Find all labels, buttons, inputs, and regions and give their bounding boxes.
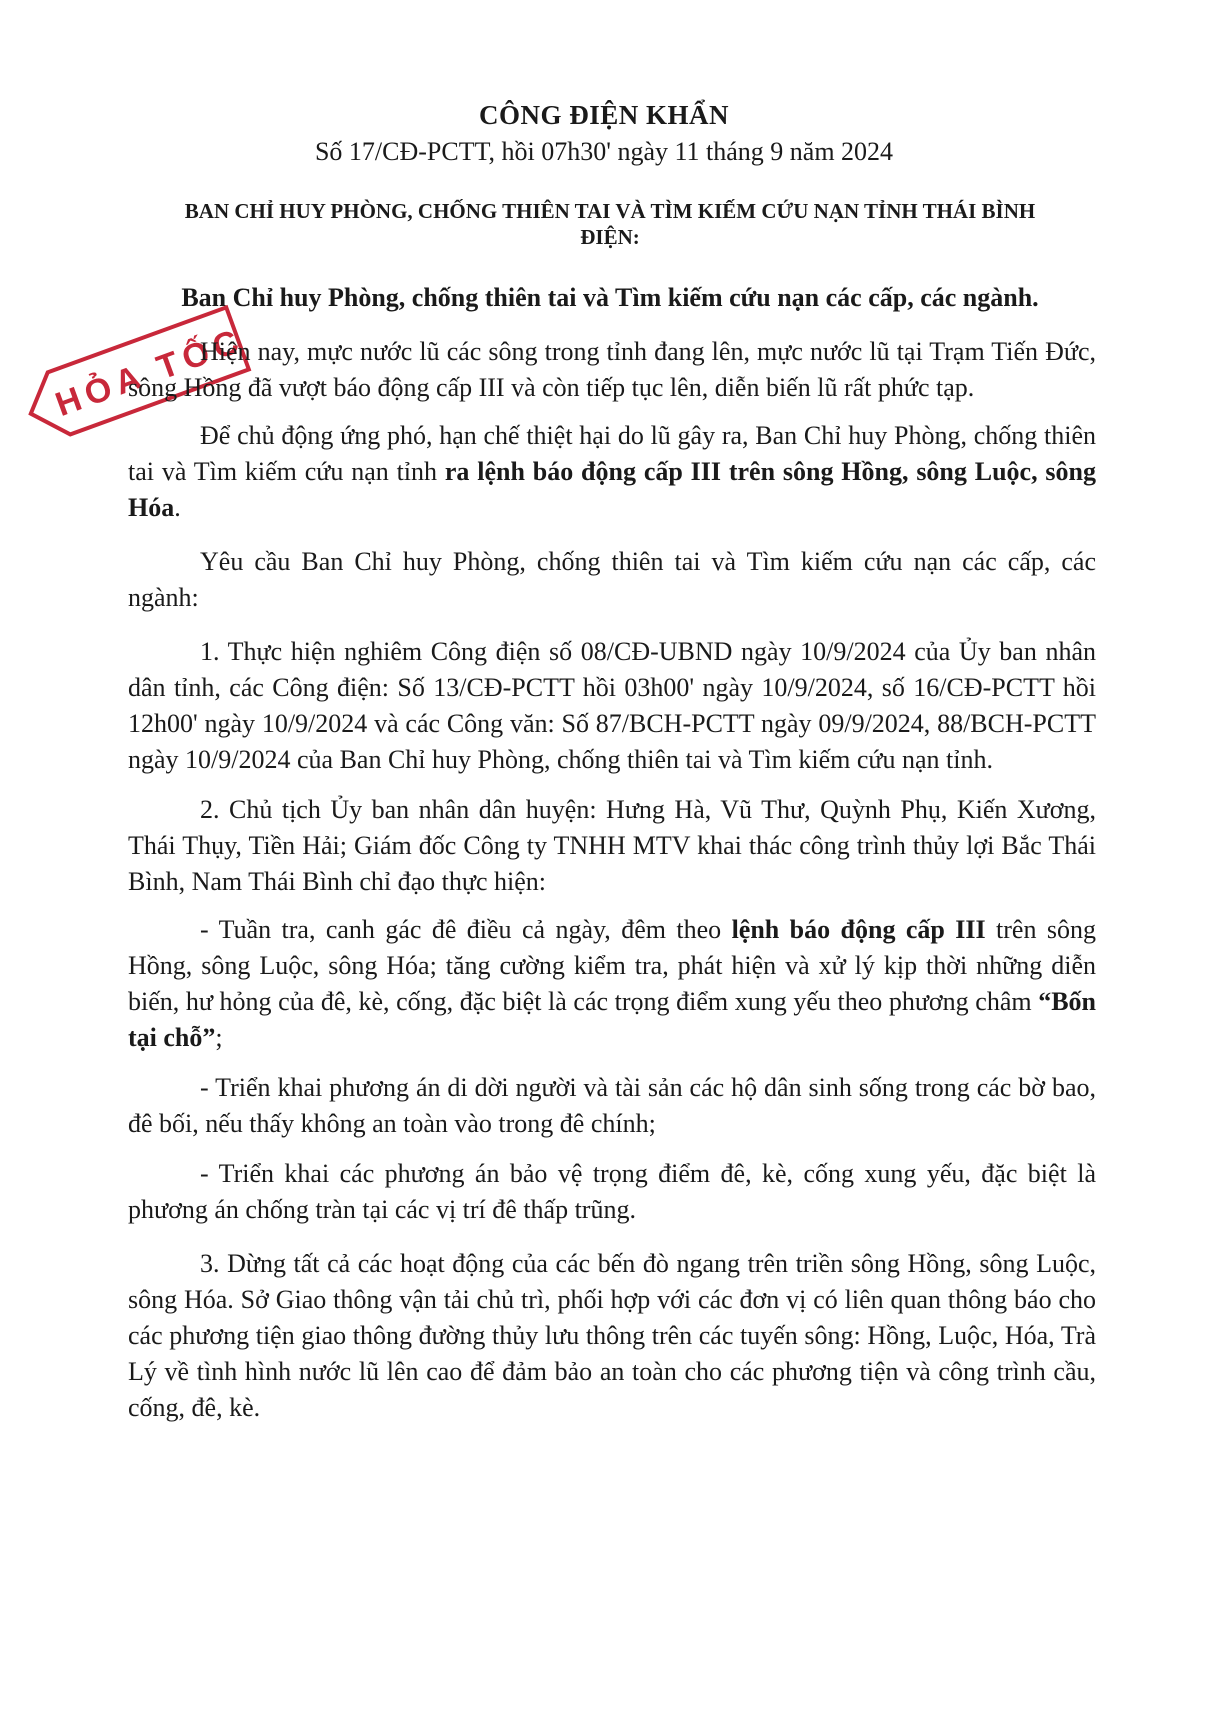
issuer-name: BAN CHỈ HUY PHÒNG, CHỐNG THIÊN TAI VÀ TÌM KIẾM CỨU NẠN TỈNH THÁI BÌNH <box>184 199 1036 223</box>
paragraph-request: Yêu cầu Ban Chỉ huy Phòng, chống thiên tai và Tìm kiếm cứu nạn các cấp, các ngành: <box>128 547 1096 612</box>
paragraph-situation: Hiện nay, mực nước lũ các sông trong tỉnh đang lên, mực nước lũ tại Trạm Tiến Đức, sông Hồng đã vượt báo động cấp III và còn tiếp tục lên, diễn biến lũ rất phức tạp. <box>128 337 1096 402</box>
patrol-text-end: ; <box>215 1023 223 1052</box>
recipient-line: Ban Chỉ huy Phòng, chống thiên tai và Tìm kiếm cứu nạn các cấp, các ngành. <box>181 283 1039 312</box>
paragraph-patrol <box>128 912 1096 1056</box>
paragraph-protection: - Triển khai các phương án bảo vệ trọng điểm đê, kè, cống xung yếu, đặc biệt là phương án chống tràn tại các vị trí đê thấp trũng. <box>128 1159 1096 1224</box>
document-title: CÔNG ĐIỆN KHẨN <box>478 100 729 130</box>
paragraph-item-2: 2. Chủ tịch Ủy ban nhân dân huyện: Hưng Hà, Vũ Thư, Quỳnh Phụ, Kiến Xương, Thái Thụy, Tiền Hải; Giám đốc Công ty TNHH MTV khai thác công trình thủy lợi Bắc Thái Bình, Nam Thái Bình chỉ đạo thực hiện: <box>128 795 1096 896</box>
stamp-text: HỎA TỐC <box>50 320 250 425</box>
motto-highlight: “Bốn tại chỗ” <box>128 987 1096 1052</box>
patrol-text-a: - Tuần tra, canh gác đê điều cả ngày, đêm theo <box>200 915 732 944</box>
patrol-text-b: trên sông Hồng, sông Luộc, sông Hóa; tăng cường kiểm tra, phát hiện và xử lý kịp thời những diễn biến, hư hỏng của đê, kè, cống, đặc biệt là các trọng điểm xung yếu theo phương châm <box>128 915 1096 1016</box>
issuer-label: ĐIỆN: <box>580 225 640 249</box>
issuing-authority <box>130 198 1090 250</box>
document-body <box>128 334 1096 1426</box>
paragraph-alarm-order <box>128 418 1096 526</box>
document-number: Số 17/CĐ-PCTT, hồi 07h30' ngày 11 tháng 9 năm 2024 <box>314 137 894 166</box>
order-highlight: ra lệnh báo động cấp III trên sông Hồng, sông Luộc, sông Hóa <box>128 457 1096 522</box>
order-intro: Để chủ động ứng phó, hạn chế thiệt hại do lũ gây ra, Ban Chỉ huy Phòng, chống thiên tai và Tìm kiếm cứu nạn tỉnh <box>128 421 1096 486</box>
paragraph-item-1: 1. Thực hiện nghiêm Công điện số 08/CĐ-UBND ngày 10/9/2024 của Ủy ban nhân dân tỉnh, các Công điện: Số 13/CĐ-PCTT hồi 03h00' ngày 10/9/2024, số 16/CĐ-PCTT hồi 12h00' ngày 10/9/2024 và các Công văn: Số 87/BCH-PCTT ngày 09/9/2024, 88/BCH-PCTT ngày 10/9/2024 của Ban Chỉ huy Phòng, chống thiên tai và Tìm kiếm cứu nạn tỉnh. <box>128 637 1096 774</box>
paragraph-evacuation: - Triển khai phương án di dời người và tài sản các hộ dân sinh sống trong các bờ bao, đê bối, nếu thấy không an toàn vào trong đê chính; <box>128 1073 1096 1138</box>
patrol-highlight: lệnh báo động cấp III <box>731 915 986 944</box>
paragraph-item-3: 3. Dừng tất cả các hoạt động của các bến đò ngang trên triền sông Hồng, sông Luộc, sông Hóa. Sở Giao thông vận tải chủ trì, phối hợp với các đơn vị có liên quan thông báo cho các phương tiện giao thông đường thủy lưu thông trên các tuyến sông: Hồng, Luộc, Hóa, Trà Lý về tình hình nước lũ lên cao để đảm bảo an toàn cho các phương tiện và công trình cầu, cống, đê, kè. <box>128 1249 1096 1422</box>
order-end: . <box>174 493 181 522</box>
